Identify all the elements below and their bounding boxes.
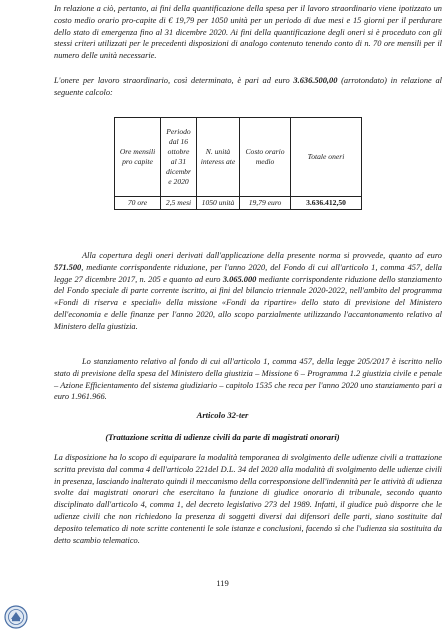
table-header-cell: Costo orario medio (240, 118, 291, 197)
paragraph-fund-allocation: Lo stanziamento relativo al fondo di cui all'articolo 1, comma 457, della legge 205/2017 è iscritto nello stato di previsione della spesa del Ministero della giustizia – Missione 6 – Programma 1.2 giustizia civile e penale – Azione Efficientamento del sistema giudiziario – capitolo 1535 che reca per l'anno 2020 uno stanziamento pari a euro 1.961.966. (54, 357, 442, 402)
page-number: 119 (216, 578, 229, 588)
table-cell: 1050 unità (197, 197, 240, 210)
table-header-cell: Totale oneri (291, 118, 362, 197)
article-number: Articolo 32-ter (196, 410, 249, 420)
cost-table (114, 117, 362, 210)
table-header-cell: N. unità interess ate (197, 118, 240, 197)
article-subtitle: (Trattazione scritta di udienze civili da parte di magistrati onorari) (105, 432, 340, 442)
table-cell-total: 3.636.412,50 (291, 197, 362, 210)
table-cell: 70 ore (115, 197, 161, 210)
table-header-cell: Ore mensili pro capite (115, 118, 161, 197)
paragraph-overtime-total: L'onere per lavoro straordinario, così determinato, è pari ad euro 3.636.500,00 (arrotondato) in relazione al seguente calcolo: (54, 76, 442, 97)
table-cell: 19,79 euro (240, 197, 291, 210)
paragraph-coverage: Alla copertura degli oneri derivati dall'applicazione della presente norma si provvede, quanto ad euro 571.500, mediante corrispondente riduzione, per l'anno 2020, del Fondo di cui all'articolo 1, comma 457, della legge 27 dicembre 2017, n. 205 e quanto ad euro 3.065.000 mediante corrispondente riduzione dello stanziamento del Fondo speciale di parte corrente iscritto, ai fini del bilancio triennale 2020-2022, nell'ambito del programma «Fondi di riserva e speciali» della missione «Fondi da ripartire» dello stato di previsione del Ministero dell'economia e delle finanze per l'anno 2020, allo scopo parzialmente utilizzando l'accantonamento relativo al Ministero della giustizia. (54, 251, 442, 331)
emblem-icon (4, 605, 28, 629)
paragraph-article-description: La disposizione ha lo scopo di equiparare la modalità temporanea di svolgimento delle udienze civili a trattazione scritta prevista dal comma 4 dell'articolo 221del D.L. 34 del 2020 alla modalità di svolgimento delle udienze civili in presenza, lasciando inalterato quindi il meccanismo della corresponsione dell'indennità per le attività di udienza svolte dai magistrati onorari che esercitano la funzione di giudice onorario di tribunale, secondo quanto disciplinato dall'articolo 4, comma 1, del decreto legislativo 273 del 1989. Infatti, il giudice può disporre che le udienze civili che non richiedono la presenza di soggetti diversi dai difensori delle parti, siano sostituite dal deposito telematico di note scritte contenenti le sole istanze e conclusioni, facendo sì che l'udienza sia sostituita da detto scambio telematico. (54, 453, 443, 545)
table-header-row (115, 118, 362, 197)
table-header-cell: Periodo dal 16 ottobre al 31 dicembr e 2020 (161, 118, 197, 197)
table-row (115, 197, 362, 210)
paragraph-overtime-cost: In relazione a ciò, pertanto, ai fini della quantificazione della spesa per il lavoro straordinario viene ipotizzato un costo medio orario pro-capite di € 19,79 per 1050 unità per un periodo di due mesi e 15 giorni per il perdurare dello stato di emergenza fino al 31 dicembre 2020. Ai fini della quantificazione degli oneri si è proceduto con gli stessi criteri utilizzati per le precedenti disposizioni di analogo contenuto tenendo conto di n. 70 ore mensili per il numero delle unità necessarie. (54, 4, 442, 61)
table-cell: 2,5 mesi (161, 197, 197, 210)
